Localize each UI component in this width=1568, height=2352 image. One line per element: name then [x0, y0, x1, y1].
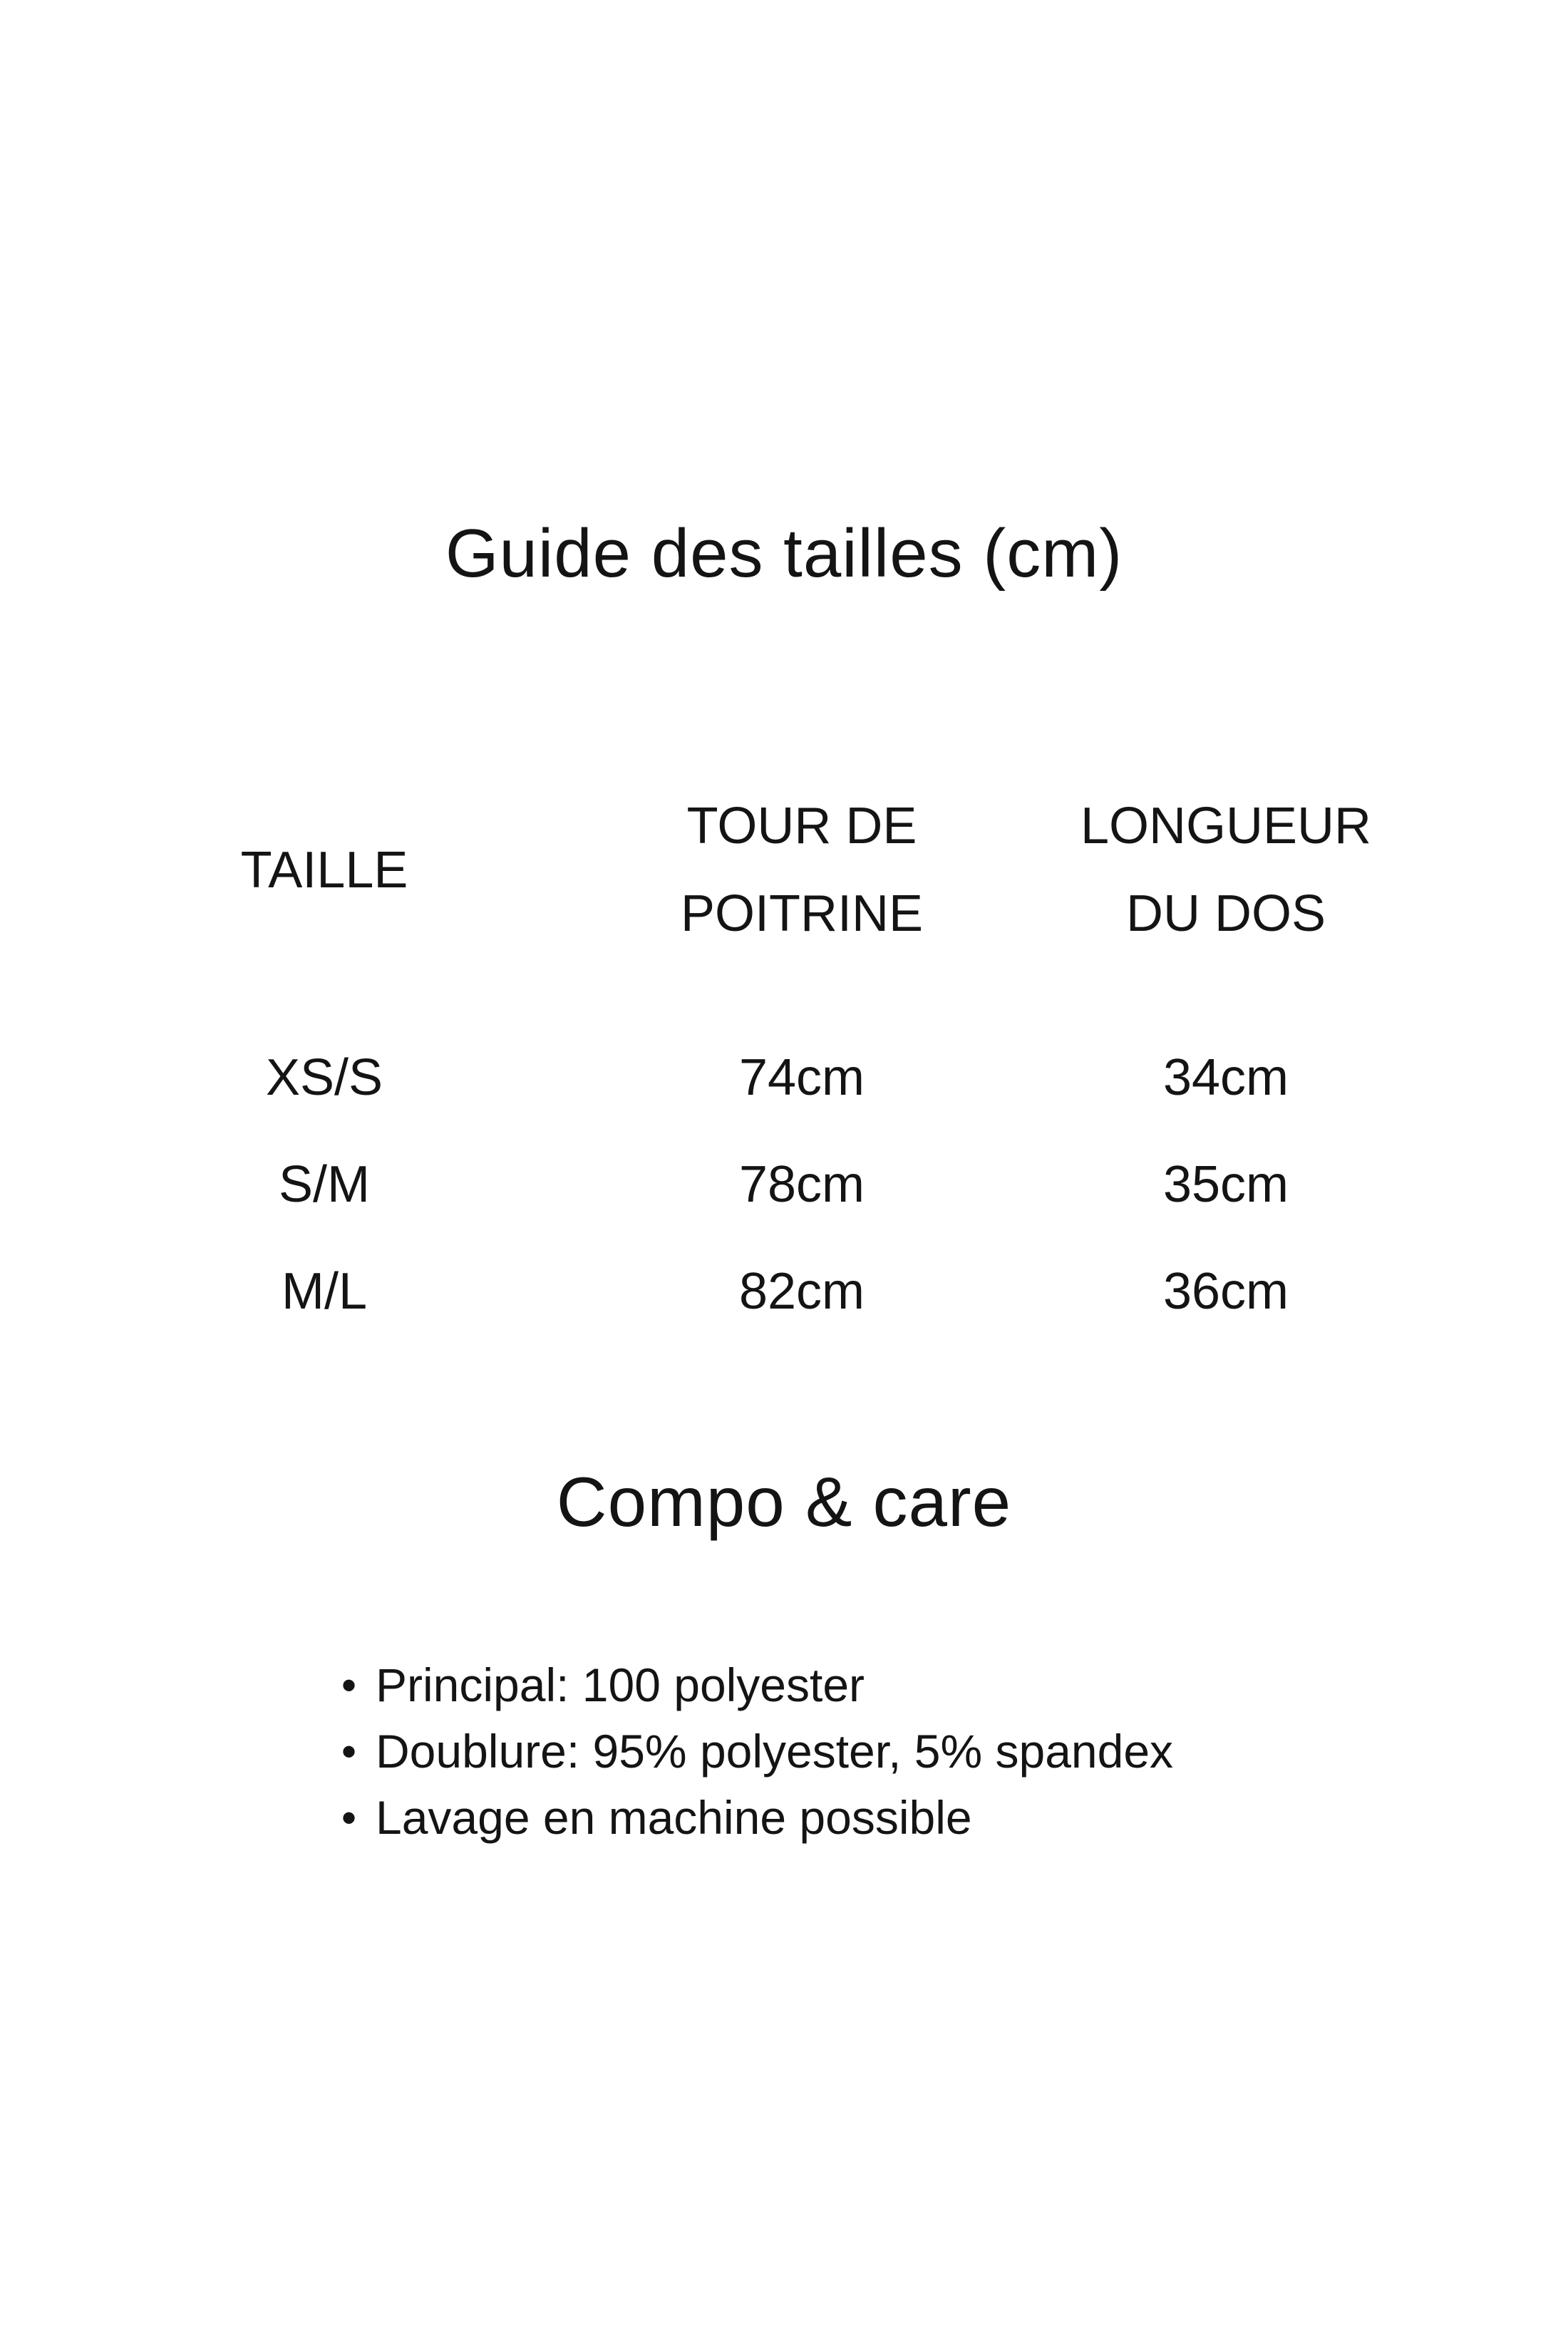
chest-measure-cell: 82cm: [738, 1263, 865, 1320]
column-header-tour-de-poitrine: [606, 783, 998, 958]
column-header-longueur-du-dos: [1033, 783, 1418, 958]
back-length-cell: 34cm: [1162, 1049, 1289, 1106]
care-item: • Lavage en machine possible: [376, 1785, 1173, 1851]
back-length-cell: 36cm: [1162, 1263, 1289, 1320]
column-header-taille: [235, 783, 413, 958]
care-list: [376, 1652, 1173, 1851]
column-header-line: DU DOS: [1125, 885, 1326, 942]
compo-care-title: Compo & care: [556, 1463, 1012, 1541]
column-header-line: LONGUEUR: [1080, 798, 1372, 855]
size-table-header: [0, 783, 1418, 958]
column-header-line: TAILLE: [240, 841, 408, 899]
care-item: • Doublure: 95% polyester, 5% spandex: [376, 1718, 1173, 1785]
care-item: • Principal: 100 polyester: [376, 1652, 1173, 1718]
column-header-line: TOUR DE: [686, 798, 917, 855]
column-header-line: POITRINE: [680, 885, 924, 942]
size-cell: XS/S: [265, 1049, 383, 1106]
chest-measure-cell: 74cm: [738, 1049, 865, 1106]
size-guide-title: Guide des tailles (cm): [445, 515, 1123, 592]
back-length-cell: 35cm: [1162, 1156, 1289, 1213]
size-table-body: [0, 1024, 1418, 1345]
size-cell: M/L: [281, 1263, 368, 1320]
size-cell: S/M: [278, 1156, 370, 1213]
chest-measure-cell: 78cm: [738, 1156, 865, 1213]
